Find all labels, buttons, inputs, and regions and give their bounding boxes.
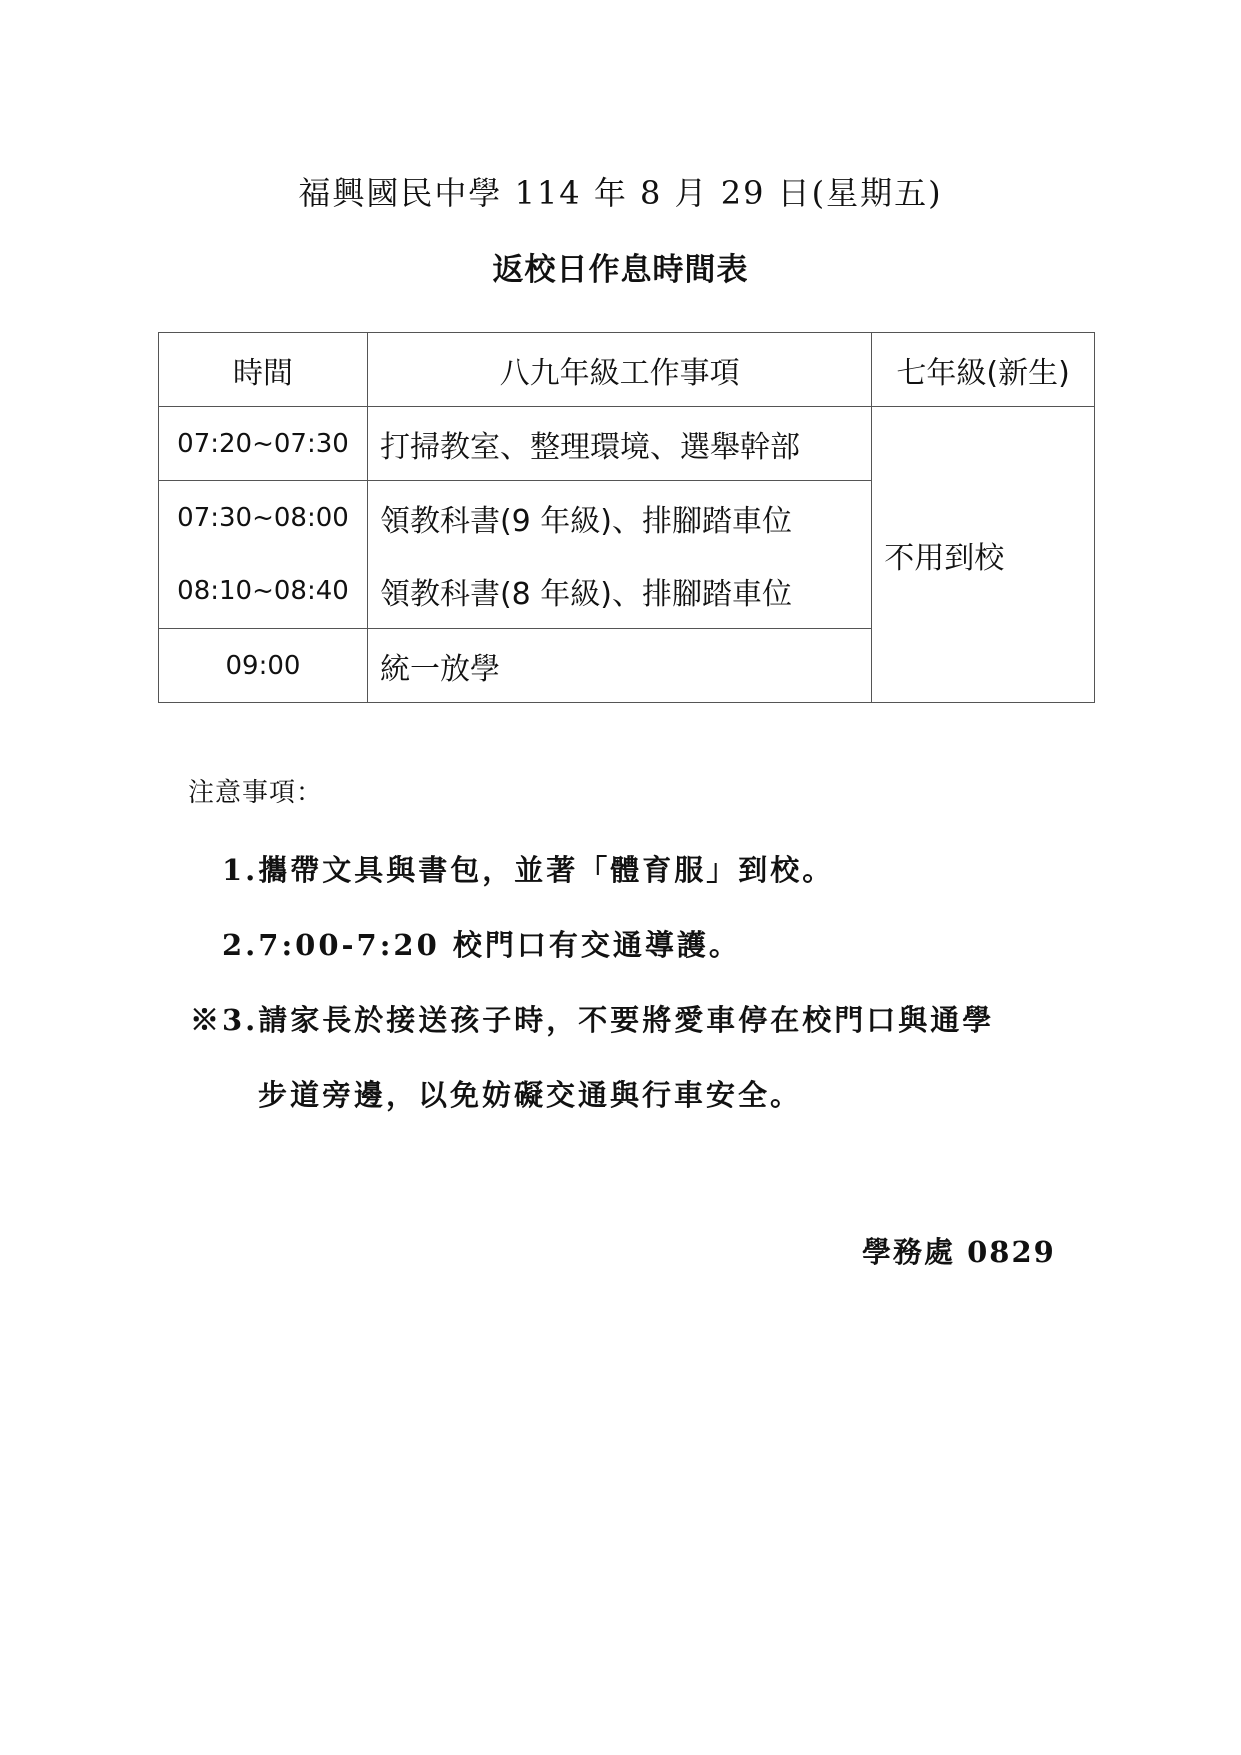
page-subtitle: 返校日作息時間表 bbox=[492, 252, 749, 288]
row-task: 統一放學 bbox=[367, 629, 871, 703]
row-task: 領教科書(8 年級)、排腳踏車位 bbox=[367, 555, 871, 629]
table-row bbox=[159, 407, 1095, 481]
row-time: 07:20~07:30 bbox=[159, 407, 368, 481]
row-time: 09:00 bbox=[159, 629, 368, 703]
schedule-table bbox=[158, 332, 1095, 703]
row-task: 領教科書(9 年級)、排腳踏車位 bbox=[367, 481, 871, 555]
header-time: 時間 bbox=[159, 333, 368, 407]
header-task: 八九年級工作事項 bbox=[367, 333, 871, 407]
row-time: 08:10~08:40 bbox=[159, 555, 368, 629]
note-item: ※3.請家長於接送孩子時，不要將愛車停在校門口與通學 bbox=[190, 1003, 995, 1037]
seventh-grade-note: 不用到校 bbox=[872, 407, 1095, 703]
row-task: 打掃教室、整理環境、選舉幹部 bbox=[367, 407, 871, 481]
header-seventh-grade: 七年級(新生) bbox=[872, 333, 1095, 407]
notes-title: 注意事項： bbox=[188, 778, 324, 808]
table-header-row bbox=[159, 333, 1095, 407]
note-item: 1.攜帶文具與書包，並著「體育服」到校。 bbox=[222, 853, 835, 887]
row-time: 07:30~08:00 bbox=[159, 481, 368, 555]
note-item: 2.7:00-7:20 校門口有交通導護。 bbox=[222, 928, 741, 962]
page-title: 福興國民中學 114 年 8 月 29 日(星期五) bbox=[298, 174, 943, 212]
signature: 學務處 0829 bbox=[862, 1235, 1056, 1269]
note-item-continued: 步道旁邊，以免妨礙交通與行車安全。 bbox=[258, 1078, 803, 1112]
